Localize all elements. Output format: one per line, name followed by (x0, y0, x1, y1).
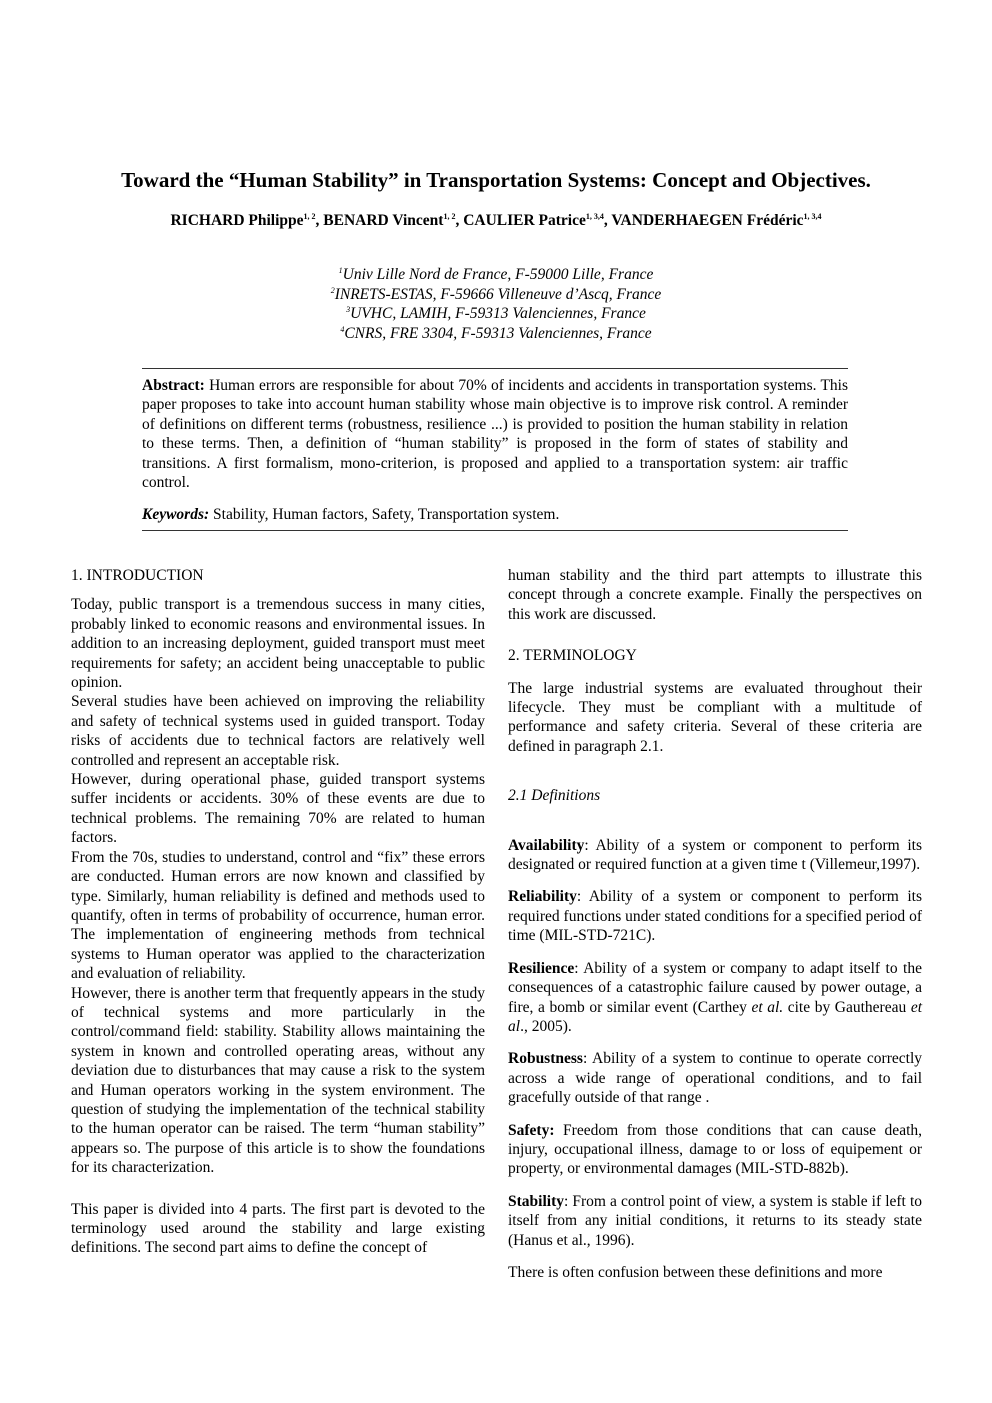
citation-et-al: et al (508, 998, 922, 1035)
affiliation-text: CNRS, FRE 3304, F-59313 Valenciennes, France (344, 324, 652, 342)
definition-safety (508, 1121, 922, 1179)
paragraph: From the 70s, studies to understand, control and “fix” these errors are conducted. Human errors are now known and classified by type. Similarly, human reliability is defined and methods used to quantify, often in terms of probability of occurrence, human error. The implementation of engineering methods from technical systems to Human operator was applied to the characterization and evaluation of reliability. (71, 848, 485, 983)
paragraph: The large industrial systems are evaluated throughout their lifecycle. They must be compliant with a multitude of performance and safety criteria. Several of these criteria are defined in paragraph 2.1. (508, 679, 922, 755)
citation-et-al: et al. (751, 998, 784, 1016)
keywords-label: Keywords: (142, 506, 210, 523)
definition-reliability (508, 887, 922, 945)
definition-term: Safety: (508, 1121, 555, 1139)
abstract (142, 376, 848, 492)
keywords-text: Stability, Human factors, Safety, Transportation system. (213, 506, 560, 523)
affiliation-number: 4 (340, 324, 345, 334)
definition-term: Stability (508, 1192, 564, 1210)
abstract-top-rule (142, 368, 848, 369)
left-column (71, 566, 485, 1258)
keywords (142, 505, 848, 524)
section-heading-terminology: 2. TERMINOLOGY (508, 647, 637, 665)
definition-term: Resilience (508, 959, 575, 977)
paragraph: This paper is divided into 4 parts. The first part is devoted to the terminology used around the stability and large existing definitions. The second part aims to define the concept of (71, 1200, 485, 1257)
definition-stability (508, 1192, 922, 1250)
affiliation-text: UVHC, LAMIH, F-59313 Valenciennes, France (350, 305, 646, 322)
author-affil-ref: 1, 2 (303, 212, 316, 221)
author-name: VANDERHAEGEN Frédéric (611, 212, 804, 229)
affiliation (40, 304, 952, 324)
definition-text: : Ability of a system or component to perform its designated or required function at a given time t (Villemeur,1997). (508, 836, 922, 874)
definition-availability (508, 836, 922, 875)
author-name: CAULIER Patrice (463, 212, 586, 229)
definition-text: cite by Gauthereau (783, 998, 911, 1016)
author-separator: , (455, 212, 464, 229)
definition-resilience (508, 959, 922, 1037)
paper-title: Toward the “Human Stability” in Transportation Systems: Concept and Objectives. (121, 168, 871, 192)
definition-term: Availability (508, 836, 585, 854)
paragraph: human stability and the third part attempts to illustrate this concept through a concrete example. Finally the perspectives on this work are discussed. (508, 567, 922, 623)
paragraph: Several studies have been achieved on improving the reliability and safety of technical systems used in guided transport. Today risks of accidents due to technical factors are relatively well controlled and represent an acceptable risk. (71, 693, 485, 769)
paragraph: However, during operational phase, guided transport systems suffer incidents or accidents. 30% of these events are due to technical problems. The remaining 70% are related to human factors. (71, 771, 485, 847)
definition-text: : From a control point of view, a system is stable if left to itself from any initial conditions, it returns to its steady state (Hanus et al., 1996). (508, 1192, 922, 1249)
author-name: RICHARD Philippe (170, 212, 304, 229)
affiliation-text: INRETS-ESTAS, F-59666 Villeneuve d’Ascq, France (334, 285, 662, 303)
author-separator: , (603, 212, 612, 229)
paragraph: However, there is another term that frequently appears in the study of technical systems and more particularly in the control/command field: stability. Stability allows maintaining the system in known and controlled operating areas, without any deviation due to disturbances that may cause a risk to the system and Human operators working in the system environment. The question of studying the implementation of the technical stability to the human operator can be raised. The term “human stability” appears so. The purpose of this article is to show the foundations for its characterization. (71, 984, 485, 1177)
author-list (40, 211, 952, 231)
abstract-text: Human errors are responsible for about 70% of incidents and accidents in transportation systems. This paper proposes to take into account human stability whose main objective is to improve risk control. A reminder of definitions on different terms (robustness, resilience ...) is provided to position the human stability in relation to these terms. Then, a definition of “human stability” is proposed in the form of states of stability and transitions. A first formalism, mono-criterion, is proposed and applied to a transportation system: air traffic control. (142, 377, 848, 492)
section-heading-introduction: 1. INTRODUCTION (71, 567, 204, 584)
affiliation-number: 2 (330, 285, 335, 295)
abstract-label: Abstract: (142, 377, 205, 394)
subsection-heading-definitions: 2.1 Definitions (508, 787, 601, 805)
author-affil-ref: 1, 3,4 (585, 212, 604, 221)
affiliation-list (40, 265, 952, 343)
definition-term: Robustness (508, 1050, 583, 1068)
definition-term: Reliability (508, 888, 577, 906)
paragraph: There is often confusion between these definitions and more (508, 1263, 883, 1281)
definition-text: ., 2005). (520, 1017, 572, 1035)
definition-robustness (508, 1049, 922, 1107)
paragraph: Today, public transport is a tremendous success in many cities, probably linked to economic reasons and environmental issues. In addition to an increasing deployment, guided transport must meet requirements for safety; an accident being unacceptable to public opinion. (71, 596, 485, 692)
abstract-bottom-rule (142, 530, 848, 531)
affiliation-text: Univ Lille Nord de France, F-59000 Lille, France (342, 266, 654, 283)
affiliation (40, 265, 952, 285)
right-column (508, 566, 922, 1282)
affiliation-number: 3 (346, 305, 351, 314)
affiliation-number: 1 (338, 266, 343, 275)
author-separator: , (315, 212, 324, 229)
author-name: BENARD Vincent (323, 212, 444, 229)
definition-text: : Ability of a system or component to perform its required functions under stated conditions for a specified period of time (MIL-STD-721C). (508, 888, 922, 945)
affiliation (40, 285, 952, 305)
definition-text: : Ability of a system to continue to operate correctly across a wide range of operational conditions, and to fail gracefully outside of that range . (508, 1050, 922, 1107)
definition-text: Freedom from those conditions that can cause death, injury, occupational illness, damage to or loss of equipement or property, or environmental damages (MIL-STD-882b). (508, 1121, 922, 1178)
author-affil-ref: 1, 3,4 (803, 212, 822, 221)
affiliation (40, 324, 952, 344)
author-affil-ref: 1, 2 (443, 212, 456, 221)
definition-text: : Ability of a system or company to adapt itself to the consequences of a catastrophic failure caused by power outage, a fire, a bomb or similar event (Carthey (508, 959, 922, 1016)
